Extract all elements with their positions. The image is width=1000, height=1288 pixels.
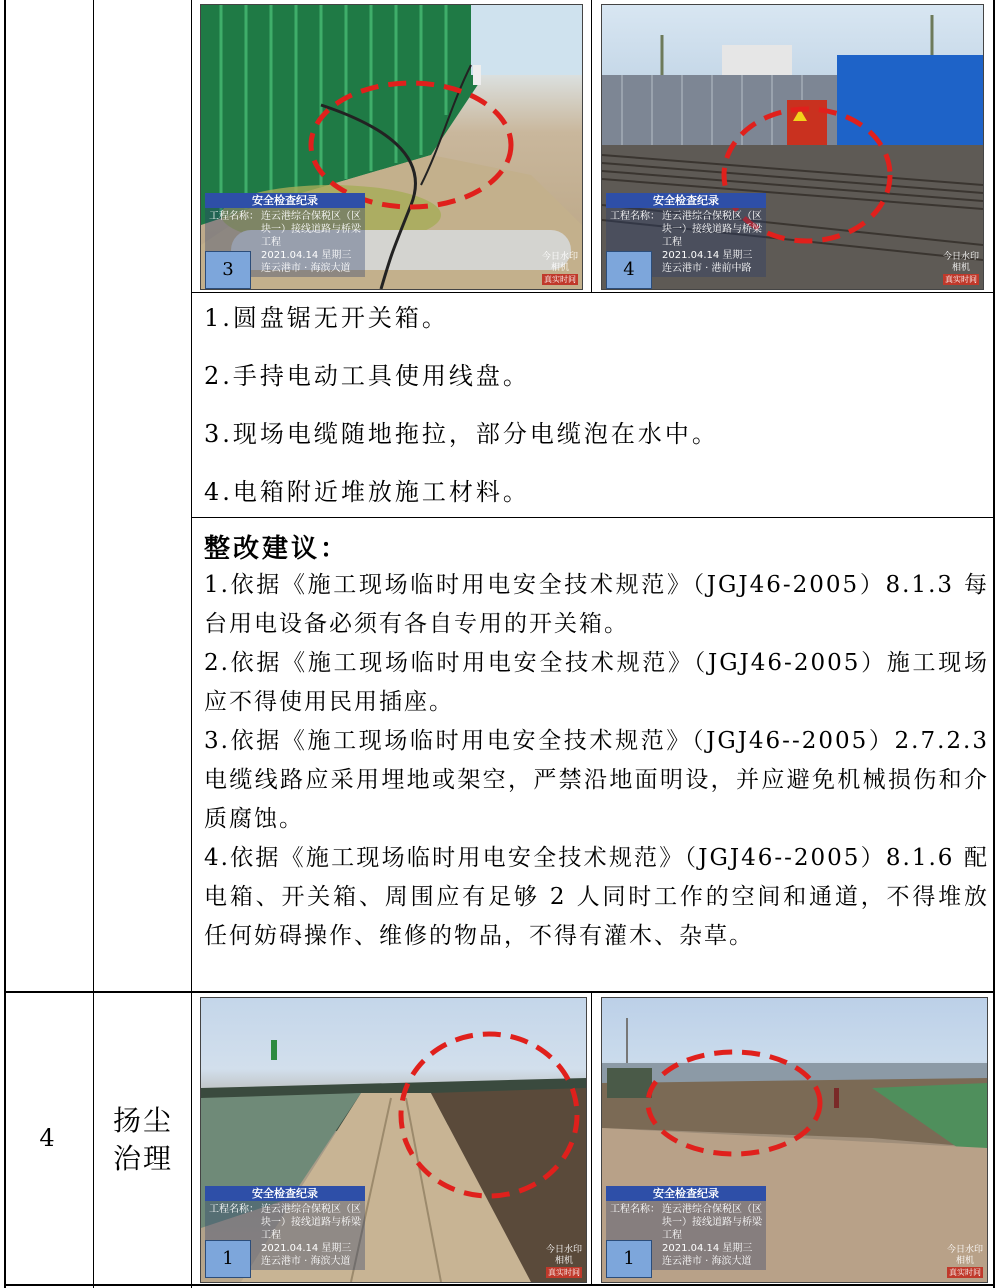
brand-line-2: 相机 — [955, 1256, 974, 1266]
row-index: 4 — [39, 1124, 55, 1152]
brand-tag: 真实时间 — [947, 1267, 983, 1278]
row-divider-issues — [192, 517, 994, 518]
issue-item-3: 3.现场电缆随地拖拉，部分电缆泡在水中。 — [204, 420, 719, 448]
watermark-project: 连云港综合保税区（区块一）接线道路与桥梁工程 — [261, 1204, 361, 1241]
photo-number-badge: 4 — [606, 251, 652, 289]
watermark-brand — [947, 1245, 983, 1278]
row-divider-photos — [192, 292, 994, 293]
photo-dust-road-2 — [601, 997, 988, 1283]
suggestion-item-4: 4.依据《施工现场临时用电安全技术规范》（JGJ46--2005）8.1.6 配电箱、开关箱、周围应有足够 2 人同时工作的空间和通道，不得堆放任何妨碍操作、维修的物品，不得有灌木、杂草。 — [204, 845, 989, 949]
brand-tag: 真实时间 — [943, 274, 979, 285]
photo-cable-in-water — [200, 4, 583, 290]
watermark-project-key: 工程名称： — [209, 211, 259, 222]
photo-divider-top — [591, 0, 592, 292]
brand-line-2: 相机 — [554, 1256, 573, 1266]
photo-number-badge: 1 — [606, 1240, 652, 1278]
suggestion-item-2: 2.依据《施工现场临时用电安全技术规范》（JGJ46-2005）施工现场应不得使用民用插座。 — [204, 650, 989, 715]
table-border-bottom — [4, 1284, 994, 1286]
table-border-right — [993, 0, 995, 1288]
row-divider-row4 — [4, 991, 994, 993]
brand-tag: 真实时间 — [546, 1267, 582, 1278]
row-category — [94, 1102, 192, 1178]
watermark-location: 连云港市 · 海滨大道 — [662, 1256, 752, 1267]
category-line-1: 扬尘 — [112, 1104, 173, 1137]
watermark-location: 连云港市 · 海滨大道 — [261, 263, 351, 274]
watermark-title: 安全检查纪录 — [606, 193, 766, 208]
watermark-location: 连云港市 · 港前中路 — [662, 263, 752, 274]
watermark-date: 2021.04.14 星期三 — [662, 1243, 753, 1254]
watermark-brand — [542, 252, 578, 285]
category-line-2: 治理 — [112, 1142, 173, 1175]
brand-line-1: 今日水印 — [541, 252, 578, 262]
brand-line-1: 今日水印 — [545, 1245, 582, 1255]
brand-line-1: 今日水印 — [946, 1245, 983, 1255]
watermark-date: 2021.04.14 星期三 — [662, 250, 753, 261]
issue-item-4: 4.电箱附近堆放施工材料。 — [204, 478, 530, 506]
watermark-date: 2021.04.14 星期三 — [261, 1243, 352, 1254]
issue-item-2: 2.手持电动工具使用线盘。 — [204, 362, 530, 390]
brand-line-1: 今日水印 — [942, 252, 979, 262]
watermark-project: 连云港综合保税区（区块一）接线道路与桥梁工程 — [662, 1204, 762, 1241]
watermark-brand — [546, 1245, 582, 1278]
brand-line-2: 相机 — [951, 263, 970, 273]
photo-number-badge: 3 — [205, 251, 251, 289]
photo-dust-road-1 — [200, 997, 587, 1283]
brand-tag: 真实时间 — [542, 274, 578, 285]
watermark-project: 连云港综合保税区（区块一）接线道路与桥梁工程 — [662, 211, 762, 248]
watermark-title: 安全检查纪录 — [205, 1186, 365, 1201]
suggestions-title: 整改建议： — [204, 534, 350, 564]
suggestions-list — [204, 566, 989, 956]
photo-materials-near-box — [601, 4, 984, 290]
table-border-left — [4, 0, 6, 1288]
watermark-location: 连云港市 · 海滨大道 — [261, 1256, 351, 1267]
watermark-brand — [943, 252, 979, 285]
watermark-project: 连云港综合保税区（区块一）接线道路与桥梁工程 — [261, 211, 361, 248]
watermark-date: 2021.04.14 星期三 — [261, 250, 352, 261]
watermark-project-key: 工程名称： — [209, 1204, 259, 1215]
brand-line-2: 相机 — [550, 263, 569, 273]
column-divider-1 — [93, 0, 94, 1288]
photo-divider-bottom — [591, 993, 592, 1284]
watermark-project-key: 工程名称： — [610, 1204, 660, 1215]
watermark-title: 安全检查纪录 — [606, 1186, 766, 1201]
issue-item-1: 1.圆盘锯无开关箱。 — [204, 304, 449, 332]
watermark-title: 安全检查纪录 — [205, 193, 365, 208]
watermark-project-key: 工程名称： — [610, 211, 660, 222]
photo-number-badge: 1 — [205, 1240, 251, 1278]
suggestion-item-1: 1.依据《施工现场临时用电安全技术规范》（JGJ46-2005）8.1.3 每台用电设备必须有各自专用的开关箱。 — [204, 572, 989, 637]
suggestion-item-3: 3.依据《施工现场临时用电安全技术规范》（JGJ46--2005）2.7.2.3 电缆线路应采用埋地或架空，严禁沿地面明设，并应避免机械损伤和介质腐蚀。 — [204, 728, 989, 832]
column-divider-2 — [191, 0, 192, 1288]
